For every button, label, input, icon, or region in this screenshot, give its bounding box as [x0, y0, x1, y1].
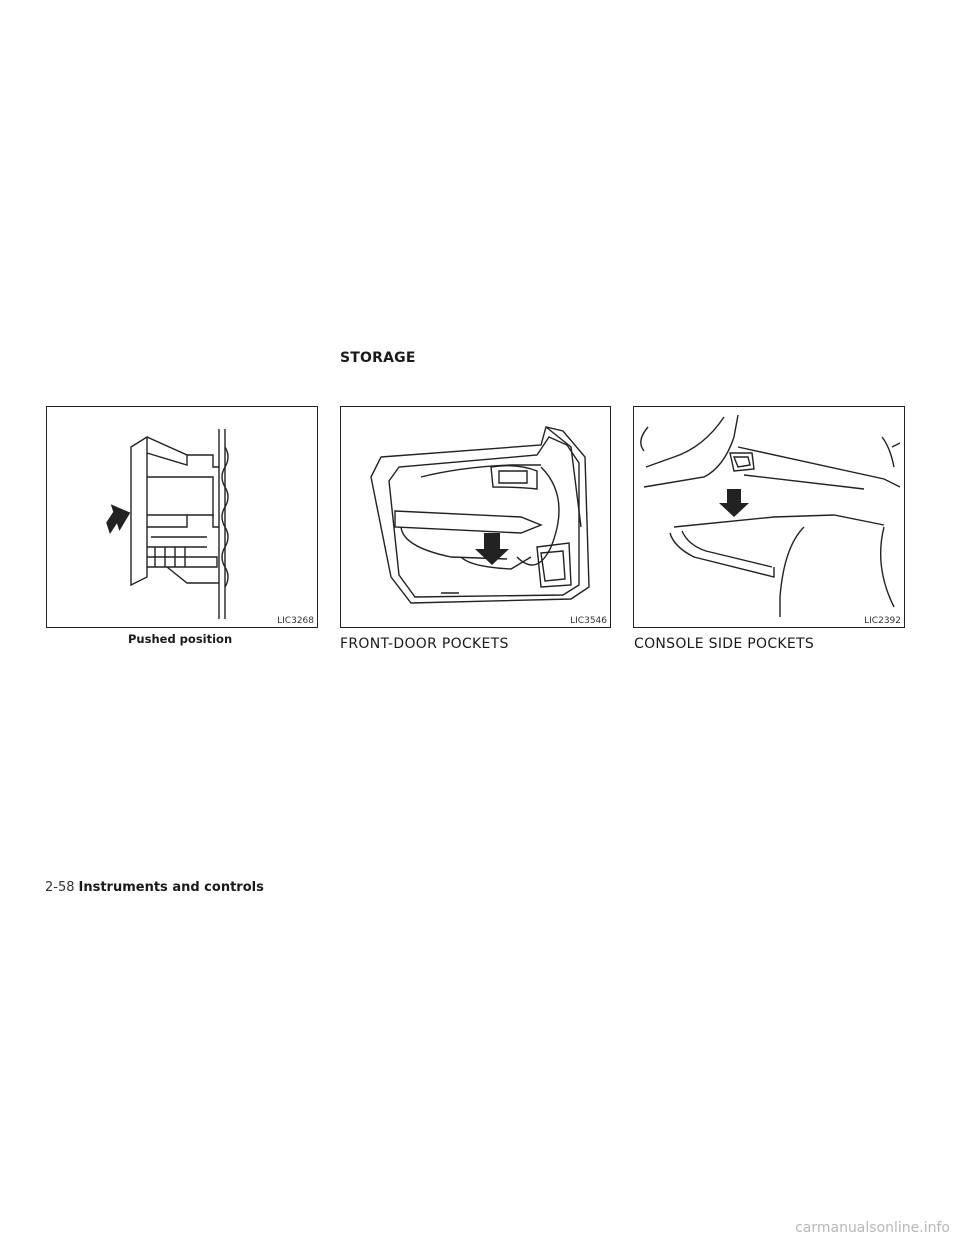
figure-code: LIC2392: [864, 616, 901, 626]
cupholder-illustration: [47, 407, 317, 627]
down-arrow-icon: [719, 489, 749, 517]
section-heading: STORAGE: [340, 350, 416, 366]
figure-code: LIC3268: [277, 616, 314, 626]
figure-code: LIC3546: [570, 616, 607, 626]
page-number: 2-58: [45, 880, 75, 895]
watermark: carmanualsonline.info: [795, 1220, 950, 1236]
push-arrow-icon: [101, 499, 134, 534]
subsection-heading-front-door-pockets: FRONT-DOOR POCKETS: [340, 636, 509, 652]
down-arrow-icon: [475, 533, 509, 565]
figure-console-side-pocket: [633, 406, 905, 628]
figure-front-door-pocket: [340, 406, 611, 628]
console-pocket-illustration: [634, 407, 904, 627]
page-footer: [45, 880, 264, 895]
subsection-heading-console-side-pockets: CONSOLE SIDE POCKETS: [634, 636, 815, 652]
door-pocket-illustration: [341, 407, 610, 627]
figure-caption: Pushed position: [128, 632, 233, 646]
figure-cupholder-pushed: [46, 406, 318, 628]
chapter-title: Instruments and controls: [78, 880, 264, 895]
